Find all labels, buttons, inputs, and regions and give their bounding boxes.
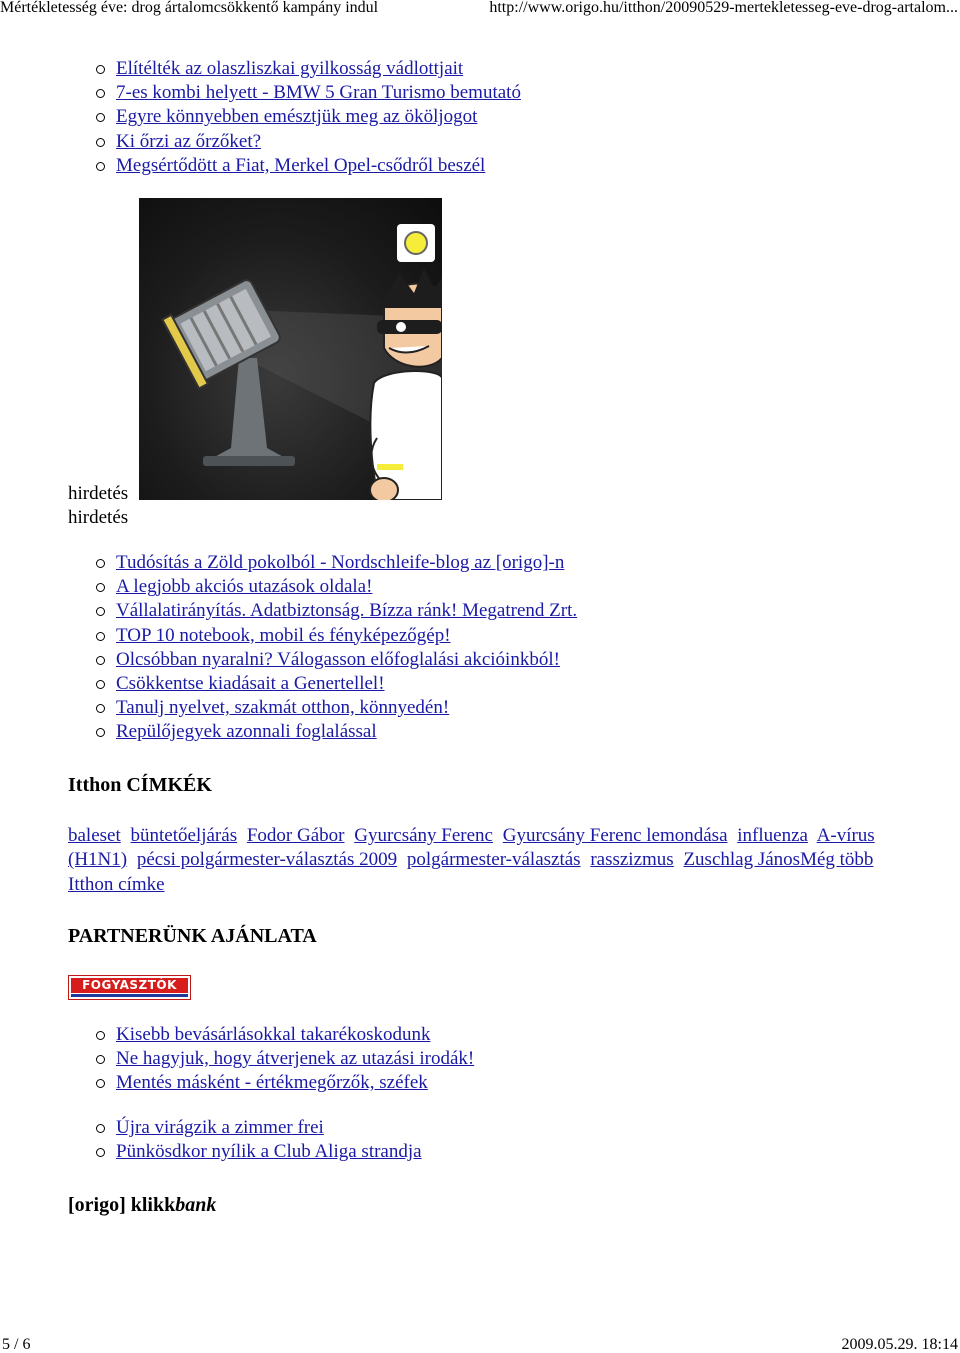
news-link[interactable]: Megsértődött a Fiat, Merkel Opel-csődről beszél	[116, 154, 486, 176]
ad-banner-image[interactable]	[139, 198, 442, 500]
partner-link-list-2	[96, 1116, 422, 1164]
list-item[interactable]	[96, 105, 521, 129]
list-item[interactable]	[96, 551, 577, 575]
ad-label: hirdetés	[68, 507, 129, 528]
list-item[interactable]	[96, 1071, 474, 1095]
ad-link[interactable]: Tudósítás a Zöld pokolból - Nordschleife-blog az [origo]-n	[116, 552, 565, 573]
list-item[interactable]	[96, 720, 577, 744]
ad-link[interactable]: Tanulj nyelvet, szakmát otthon, könnyedén!	[116, 697, 450, 719]
list-item[interactable]	[96, 1047, 474, 1071]
tag-link[interactable]: Gyurcsány Ferenc lemondása	[502, 825, 728, 846]
tag-link[interactable]: Fodor Gábor	[246, 825, 345, 846]
list-item[interactable]	[96, 624, 577, 648]
list-item[interactable]	[96, 154, 521, 178]
klikkbank-heading	[68, 1193, 216, 1217]
list-item[interactable]	[96, 1116, 422, 1140]
partner-link[interactable]: Ne hagyjuk, hogy átverjenek az utazási irodák!	[116, 1048, 475, 1070]
print-datetime: 2009.05.29. 18:14	[841, 1336, 958, 1353]
partner-link[interactable]: Újra virágzik a zimmer frei	[116, 1117, 324, 1138]
tag-link[interactable]: rasszizmus	[590, 849, 674, 871]
tag-link[interactable]: pécsi polgármester-választás 2009	[136, 849, 398, 871]
fogyasztok-logo[interactable]	[68, 975, 191, 1000]
spotlight-cartoon-illustration	[139, 198, 442, 500]
tags-heading: Itthon CÍMKÉK	[68, 774, 212, 796]
fogyasztok-logo-text: FOGYASZTÓK	[71, 978, 188, 993]
partner-link[interactable]: Kisebb bevásárlásokkal takarékoskodunk	[116, 1024, 431, 1045]
ad-link-list	[96, 551, 577, 745]
news-link[interactable]: 7-es kombi helyett - BMW 5 Gran Turismo bemutató	[116, 82, 521, 104]
ad-label: hirdetés	[68, 483, 129, 504]
news-link[interactable]: Ki őrzi az őrzőket?	[116, 130, 262, 152]
list-item[interactable]	[96, 130, 521, 154]
list-item[interactable]	[96, 1023, 474, 1047]
tag-link[interactable]: Gyurcsány Ferenc	[354, 825, 493, 846]
partner-link[interactable]: Mentés másként - értékmegőrzők, széfek	[116, 1072, 428, 1094]
tag-link[interactable]: Zuschlag JánosMég több Itthon címke	[68, 849, 874, 895]
tag-link[interactable]: büntetőeljárás	[130, 825, 238, 846]
list-item[interactable]	[96, 648, 577, 672]
partner-link[interactable]: Pünkösdkor nyílik a Club Aliga strandja	[116, 1141, 422, 1163]
list-item[interactable]	[96, 575, 577, 599]
tag-cloud	[68, 824, 888, 897]
print-header-url: http://www.origo.hu/itthon/20090529-mertekletesseg-eve-drog-artalom...	[489, 0, 958, 16]
list-item[interactable]	[96, 696, 577, 720]
ad-link[interactable]: Olcsóbban nyaralni? Válogasson előfoglalási akcióinkból!	[116, 648, 560, 670]
tag-link[interactable]: influenza	[737, 825, 808, 846]
ad-link[interactable]: Csökkentse kiadásait a Genertellel!	[116, 672, 385, 694]
tag-link[interactable]: baleset	[68, 825, 121, 846]
news-link[interactable]: Egyre könnyebben emésztjük meg az ököljogot	[116, 106, 478, 128]
klikkbank-prefix: [origo] klikk	[68, 1194, 176, 1216]
partner-link-list	[96, 1023, 474, 1096]
tag-link[interactable]: polgármester-választás	[406, 849, 581, 871]
klikkbank-suffix: bank	[175, 1194, 217, 1216]
list-item[interactable]	[96, 1140, 422, 1164]
news-link-list	[96, 57, 521, 178]
ad-link[interactable]: TOP 10 notebook, mobil és fényképezőgép!	[116, 624, 451, 646]
list-item[interactable]	[96, 672, 577, 696]
ad-link[interactable]: Vállalatirányítás. Adatbiztonság. Bízza ránk! Megatrend Zrt.	[116, 600, 578, 622]
ad-link[interactable]: Repülőjegyek azonnali foglalással	[116, 721, 377, 743]
news-link[interactable]: Elítélték az olaszliszkai gyilkosság vádlottjait	[116, 58, 464, 79]
ad-link[interactable]: A legjobb akciós utazások oldala!	[116, 576, 373, 598]
list-item[interactable]	[96, 599, 577, 623]
list-item[interactable]	[96, 57, 521, 81]
partner-heading: PARTNERÜNK AJÁNLATA	[68, 925, 317, 947]
list-item[interactable]	[96, 81, 521, 105]
print-header-title: Mértékletesség éve: drog ártalomcsökkentő kampány indul	[0, 0, 379, 16]
page-number: 5 / 6	[2, 1336, 31, 1353]
tag-link[interactable]: A-vírus (H1N1)	[68, 825, 875, 871]
